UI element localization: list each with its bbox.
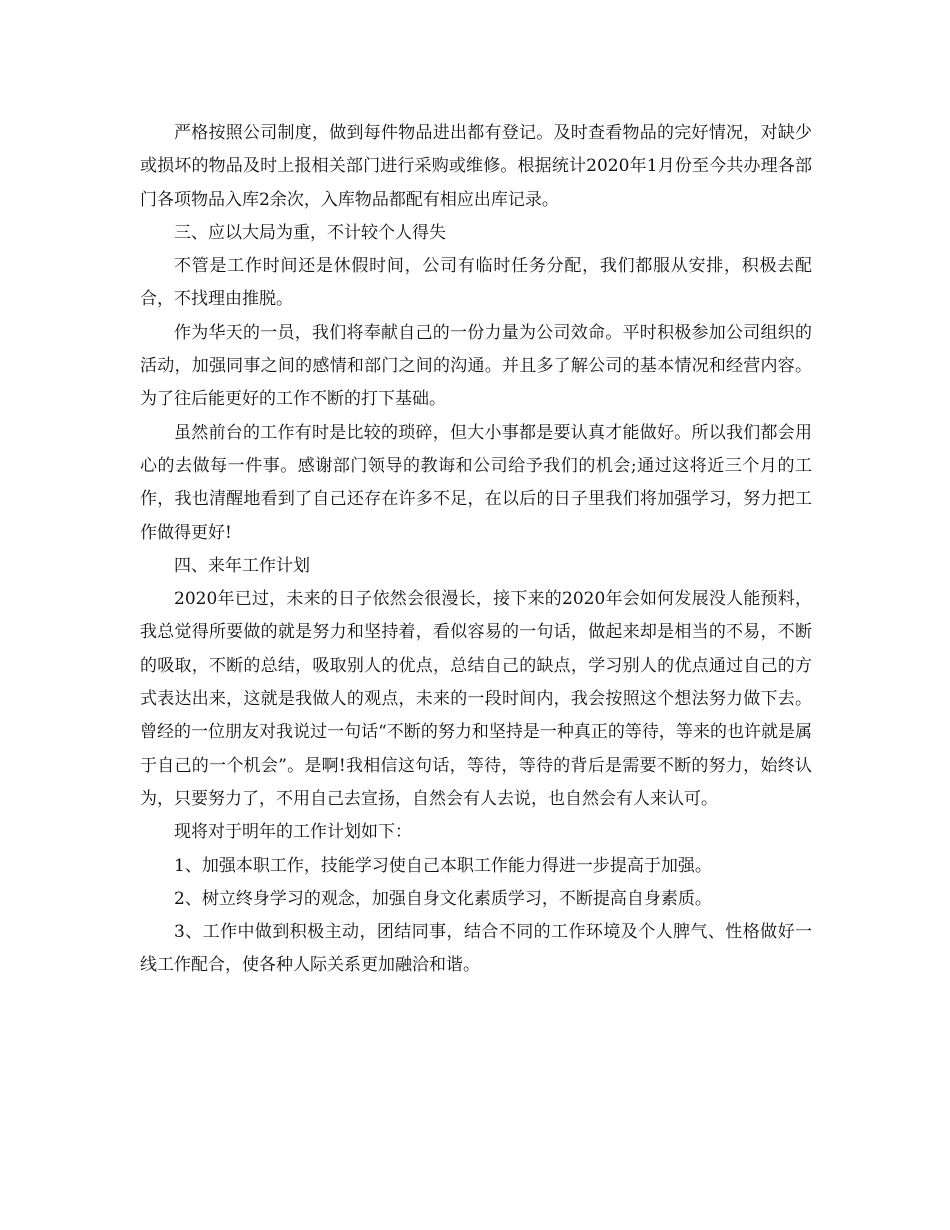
document-body xyxy=(140,117,812,983)
heading-section-four: 四、来年工作计划 xyxy=(174,555,310,576)
paragraph-outlook: 2020年已过，未来的日子依然会很漫长，接下来的2020年会如何发展没人能预料，我总觉得所要做的就是努力和坚持着，看似容易的一句话，做起来却是相当的不易，不断的吸取，不断的总结，吸取别人的优点，总结自己的缺点，学习别人的优点通过自己的方式表达出来，这就是我做人的观点，未来的一段时间内，我会按照这个想法努力做下去。曾经的一位朋友对我说过一句话“不断的努力和坚持是一种真正的等待，等来的也许就是属于自己的一个机会”。是啊!我相信这句话，等待，等待的背后是需要不断的努力，始终认为，只要努力了，不用自己去宣扬，自然会有人去说，也自然会有人来认可。 xyxy=(140,589,812,809)
paragraph-front-desk: 虽然前台的工作有时是比较的琐碎，但大小事都是要认真才能做好。所以我们都会用心的去做每一件事。感谢部门领导的教诲和公司给予我们的机会;通过这将近三个月的工作，我也清醒地看到了自己还存在许多不足，在以后的日子里我们将加强学习，努力把工作做得更好! xyxy=(140,422,812,543)
paragraph-plan-intro: 现将对于明年的工作计划如下： xyxy=(174,822,412,843)
list-item-3: 3、工作中做到积极主动，团结同事，结合不同的工作环境及个人脾气、性格做好一线工作配合，使各种人际关系更加融洽和谐。 xyxy=(140,922,812,976)
heading-section-three: 三、应以大局为重，不计较个人得失 xyxy=(174,222,446,243)
paragraph-inventory: 严格按照公司制度，做到每件物品进出都有登记。及时查看物品的完好情况，对缺少或损坏的物品及时上报相关部门进行采购或维修。根据统计2020年1月份至今共办理各部门各项物品入库2余次，入库物品都配有相应出库记录。 xyxy=(140,123,812,210)
paragraph-company-member: 作为华天的一员，我们将奉献自己的一份力量为公司效命。平时积极参加公司组织的活动，加强同事之间的感情和部门之间的沟通。并且多了解公司的基本情况和经营内容。为了往后能更好的工作不断的打下基础。 xyxy=(140,322,812,410)
list-item-2: 2、树立终身学习的观念，加强自身文化素质学习，不断提高自身素质。 xyxy=(174,888,712,909)
paragraph-cooperation: 不管是工作时间还是休假时间，公司有临时任务分配，我们都服从安排，积极去配合，不找理由推脱。 xyxy=(140,256,812,310)
list-item-1: 1、加强本职工作，技能学习使自己本职工作能力得进一步提高于加强。 xyxy=(174,855,712,876)
